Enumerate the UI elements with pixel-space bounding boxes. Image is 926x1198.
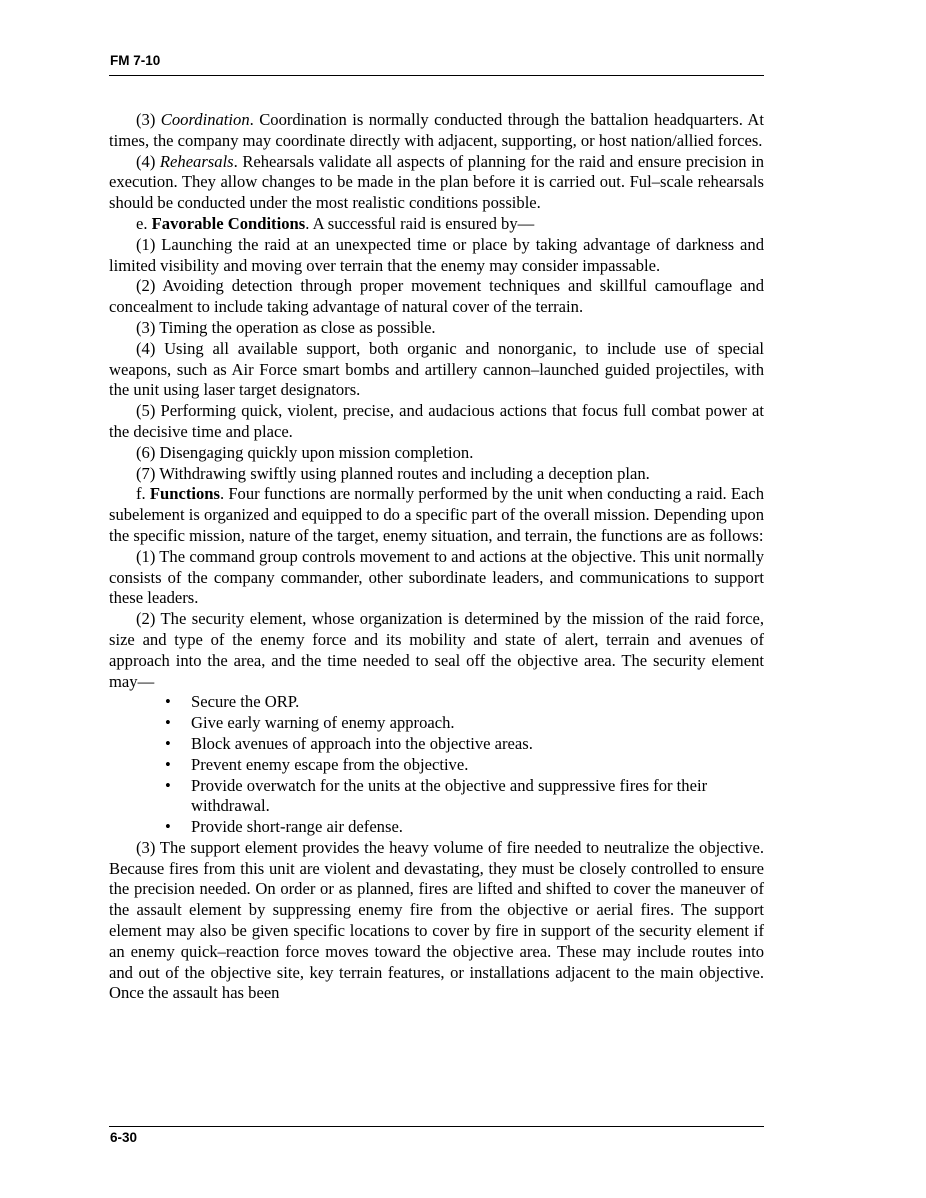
list-item <box>109 713 764 734</box>
list-item-text: Prevent enemy escape from the objective. <box>191 754 469 774</box>
paragraph <box>109 464 764 485</box>
footer-rule <box>109 1126 764 1127</box>
bullet-icon: • <box>165 733 171 753</box>
header-title: FM 7-10 <box>110 53 161 68</box>
paragraph-term: Coordination <box>160 110 250 129</box>
paragraph-text: (3) The support element provides the heavy volume of fire needed to neutralize the objective. Because fires from this unit are violent and devastating, they must be closely controlled to ensure the precision needed. On order or as planned, fires are lifted and shifted to cover the maneuver of the assault element by suppressing enemy fire from the objective or aerial fires. The support element may also be given specific locations to cover by fire in support of the security element if an enemy quick–reaction force moves toward the objective area. These may include routes into and out of the objective site, key terrain features, or installations adjacent to the main objective. Once the assault has been <box>109 837 764 1003</box>
list-item-text: Give early warning of enemy approach. <box>191 713 455 733</box>
paragraph-text: (2) Avoiding detection through proper movement techniques and skillful camouflage and concealment to include taking advantage of natural cover of the terrain. <box>109 276 764 317</box>
paragraph <box>109 276 764 318</box>
paragraph-text: . A successful raid is ensured by— <box>305 213 535 233</box>
paragraph-text: . Coordination is normally conducted through the battalion headquarters. At times, the company may coordinate directly with adjacent, supporting, or host nation/allied forces. <box>109 110 764 150</box>
list-item <box>109 734 764 755</box>
bullet-icon: • <box>165 692 171 712</box>
paragraph-text: (2) The security element, whose organization is determined by the mission of the raid force, size and type of the enemy force and its mobility and state of alert, terrain and avenues of approach into the area, and the time needed to seal off the objective area. The security element may— <box>109 609 764 691</box>
paragraph <box>109 443 764 464</box>
paragraph <box>109 235 764 277</box>
paragraph-term: Functions <box>149 484 220 504</box>
paragraph-text: (4) Using all available support, both organic and nonorganic, to include use of special weapons, such as Air Force smart bombs and artillery cannon–launched guided projectiles, with the unit using laser target designators. <box>109 338 764 400</box>
paragraph <box>109 609 764 692</box>
paragraph <box>109 214 764 235</box>
paragraph-prefix: f. <box>136 484 150 504</box>
paragraph-prefix: e. <box>136 213 152 233</box>
list-item-text: Secure the ORP. <box>191 692 300 712</box>
bullet-list <box>109 692 764 838</box>
paragraph <box>109 318 764 339</box>
paragraph <box>109 152 764 214</box>
list-item-text: Block avenues of approach into the objective areas. <box>191 733 533 753</box>
list-item <box>109 817 764 838</box>
paragraph <box>109 339 764 401</box>
paragraph-text: (1) Launching the raid at an unexpected time or place by taking advantage of darkness and limited visibility and moving over terrain that the enemy may consider impassable. <box>109 234 764 275</box>
paragraph <box>109 110 764 152</box>
paragraph-text: (6) Disengaging quickly upon mission completion. <box>136 442 474 462</box>
paragraph-text: . Rehearsals validate all aspects of planning for the raid and ensure precision in execution. They allow changes to be made in the plan before it is carried out. Ful–scale rehearsals should be conducted under the most realistic conditions possible. <box>109 151 764 213</box>
paragraph <box>109 401 764 443</box>
paragraph-text: (3) Timing the operation as close as possible. <box>136 317 436 337</box>
page-number: 6-30 <box>110 1130 138 1145</box>
bullet-icon: • <box>165 775 171 795</box>
list-item-text: Provide short-range air defense. <box>191 817 403 837</box>
paragraph-text: . Four functions are normally performed by the unit when conducting a raid. Each subelement is organized and equipped to do a specific part of the overall mission. Depending upon the specific mission, nature of the target, enemy situation, and terrain, the functions are as follows: <box>109 484 764 545</box>
bullet-icon: • <box>165 754 171 774</box>
list-item <box>109 776 764 818</box>
paragraphs-after <box>109 838 764 1004</box>
paragraph-prefix: (3) <box>136 110 161 129</box>
paragraph <box>109 547 764 609</box>
paragraph-prefix: (4) <box>136 151 160 171</box>
list-item <box>109 692 764 713</box>
list-item <box>109 755 764 776</box>
paragraph-text: (5) Performing quick, violent, precise, and audacious actions that focus full combat power at the decisive time and place. <box>109 401 764 441</box>
list-item-text: Provide overwatch for the units at the objective and suppressive fires for their withdrawal. <box>191 775 708 816</box>
paragraph <box>109 838 764 1004</box>
header-rule <box>109 75 764 76</box>
paragraph-text: (1) The command group controls movement to and actions at the objective. This unit normally consists of the company commander, other subordinate leaders, and communications to support these leaders. <box>109 546 764 608</box>
page-body <box>109 110 764 1004</box>
paragraphs-before <box>109 110 764 692</box>
paragraph-text: (7) Withdrawing swiftly using planned routes and including a deception plan. <box>136 463 650 483</box>
paragraph <box>109 484 764 546</box>
bullet-icon: • <box>165 817 171 837</box>
paragraph-term: Favorable Conditions <box>151 213 306 233</box>
paragraph-term: Rehearsals <box>159 151 234 171</box>
bullet-icon: • <box>165 713 171 733</box>
